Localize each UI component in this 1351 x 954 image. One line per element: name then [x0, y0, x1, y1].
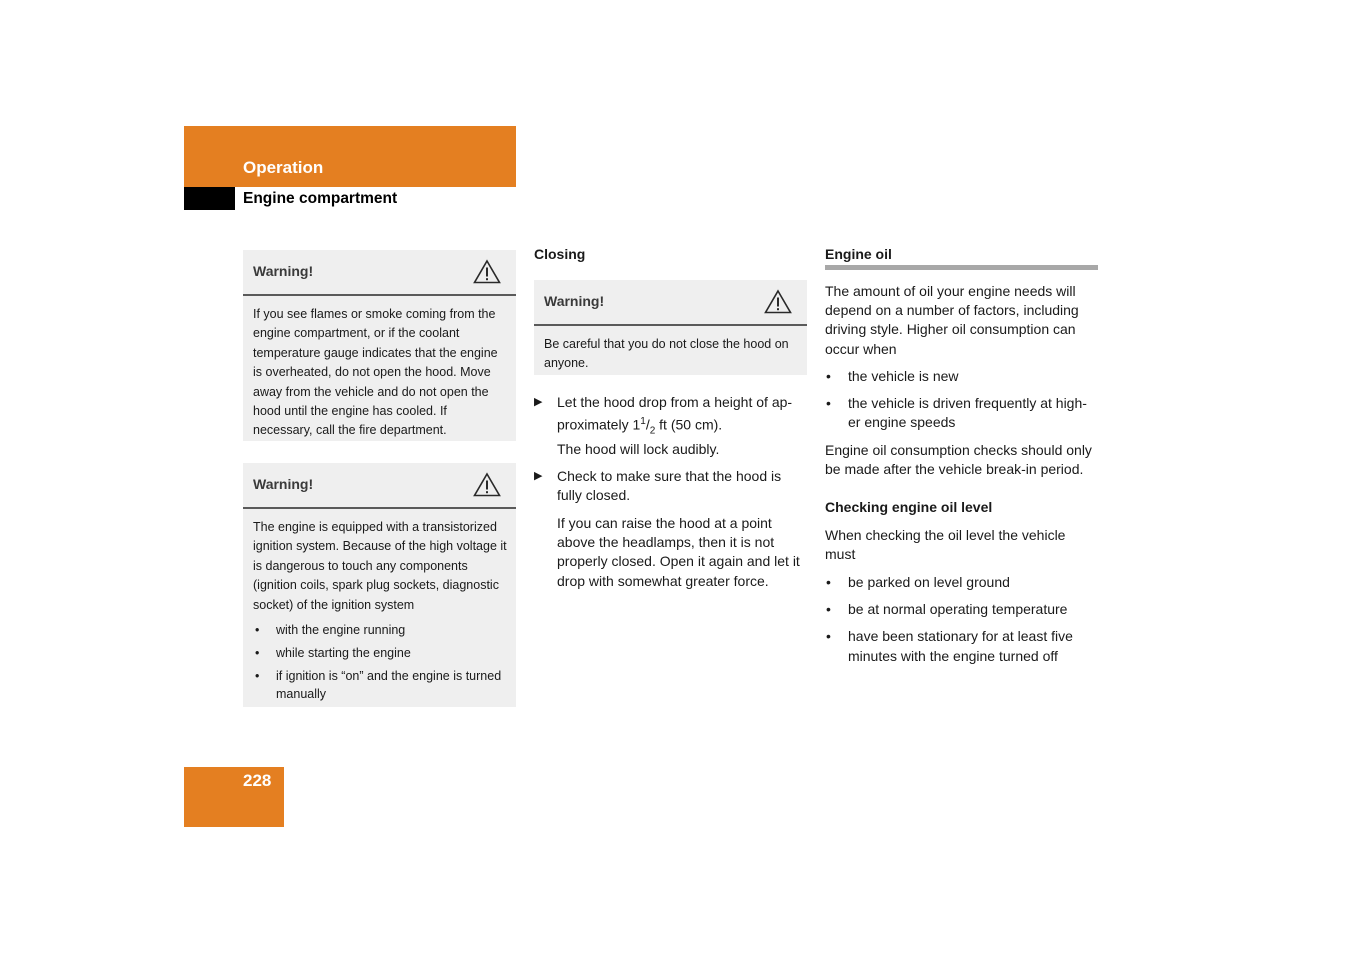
- warning-body: If you see flames or smoke coming from the engine compartment, or if the coolant temperature gauge indicates that the engine is overheated, do not open the hood. Move away from the vehicle and do not open the hood until the engine has cooled. If necessary, call the fire department.: [253, 307, 498, 438]
- warning-text: The engine is equipped with a transistorized ignition system. Because of the high voltage it is dangerous to touch any components (ignition coils, spark plug sockets, diagnostic socket) of the ignition system: [253, 520, 507, 612]
- warning-list: [253, 621, 507, 703]
- list-item: • the vehicle is new: [825, 367, 1098, 386]
- warning-title: Warning!: [253, 476, 314, 492]
- fraction-numerator: 1: [640, 416, 646, 428]
- warning-triangle-icon: [764, 289, 792, 314]
- step-text-end: ft (50 cm).: [655, 416, 723, 433]
- page-number: 228: [243, 771, 272, 790]
- engine-oil-conditions: [825, 367, 1098, 433]
- list-item: • the vehicle is driven frequently at high-er engine speeds: [825, 394, 1098, 432]
- header-band: [184, 126, 516, 187]
- warning-header: [243, 250, 516, 296]
- warning-body: [243, 509, 516, 716]
- warning-box-ignition: [243, 463, 516, 707]
- subsection-title: Engine compartment: [243, 190, 398, 207]
- list-item: • be parked on level ground: [825, 573, 1098, 592]
- check-oil-intro: When checking the oil level the vehicle must: [825, 527, 1066, 563]
- warning-body: Be careful that you do not close the hood on anyone.: [544, 337, 789, 371]
- list-item: • be at normal operating temperature: [825, 600, 1098, 619]
- warning-title: Warning!: [253, 263, 314, 279]
- step-check-hood: [534, 467, 807, 505]
- step-text: Let the hood drop from a height of ap-proximately 1: [557, 394, 793, 433]
- warning-title: Warning!: [544, 293, 605, 309]
- warning-box-flames: [243, 250, 516, 441]
- step-arrow-icon: ▶: [534, 396, 543, 408]
- section-title: Operation: [243, 158, 324, 177]
- engine-oil-note: Engine oil consumption checks should only be made after the vehicle break-in period.: [825, 442, 1092, 478]
- warning-triangle-icon: [473, 259, 501, 284]
- step-note: If you can raise the hood at a point above the headlamps, then it is not properly closed. Open it again and let it drop with somewhat greater force.: [557, 515, 800, 589]
- step-let-hood-drop: ▶ Let the hood drop from a height of ap-proximately $1^1/_2$ ft (50 cm).: [534, 394, 793, 437]
- list-item: • have been stationary for at least five minutes with the engine turned off: [825, 627, 1098, 665]
- warning-header: [534, 280, 807, 326]
- step-arrow-icon: ▶: [534, 470, 543, 482]
- warning-box-closing: [534, 280, 807, 375]
- list-item: • with the engine running: [253, 621, 507, 639]
- check-oil-heading: Checking engine oil level: [825, 499, 993, 515]
- list-item: • if ignition is “on” and the engine is turned manually: [253, 667, 507, 703]
- list-item: • while starting the engine: [253, 644, 507, 662]
- step-text: Check to make sure that the hood is fully closed.: [557, 468, 782, 504]
- step-result: The hood will lock audibly.: [557, 441, 720, 457]
- check-oil-conditions: [825, 573, 1098, 666]
- warning-triangle-icon: [473, 472, 501, 497]
- fraction-denominator: 2: [649, 425, 656, 437]
- engine-oil-intro: The amount of oil your engine needs will depend on a number of factors, including driving style. Higher oil consumption can occur when: [825, 283, 1079, 357]
- heading-rule: [825, 265, 1098, 270]
- closing-heading: Closing: [534, 246, 586, 262]
- engine-oil-heading: Engine oil: [825, 246, 892, 262]
- header-marker: [184, 187, 235, 210]
- warning-header: [243, 463, 516, 509]
